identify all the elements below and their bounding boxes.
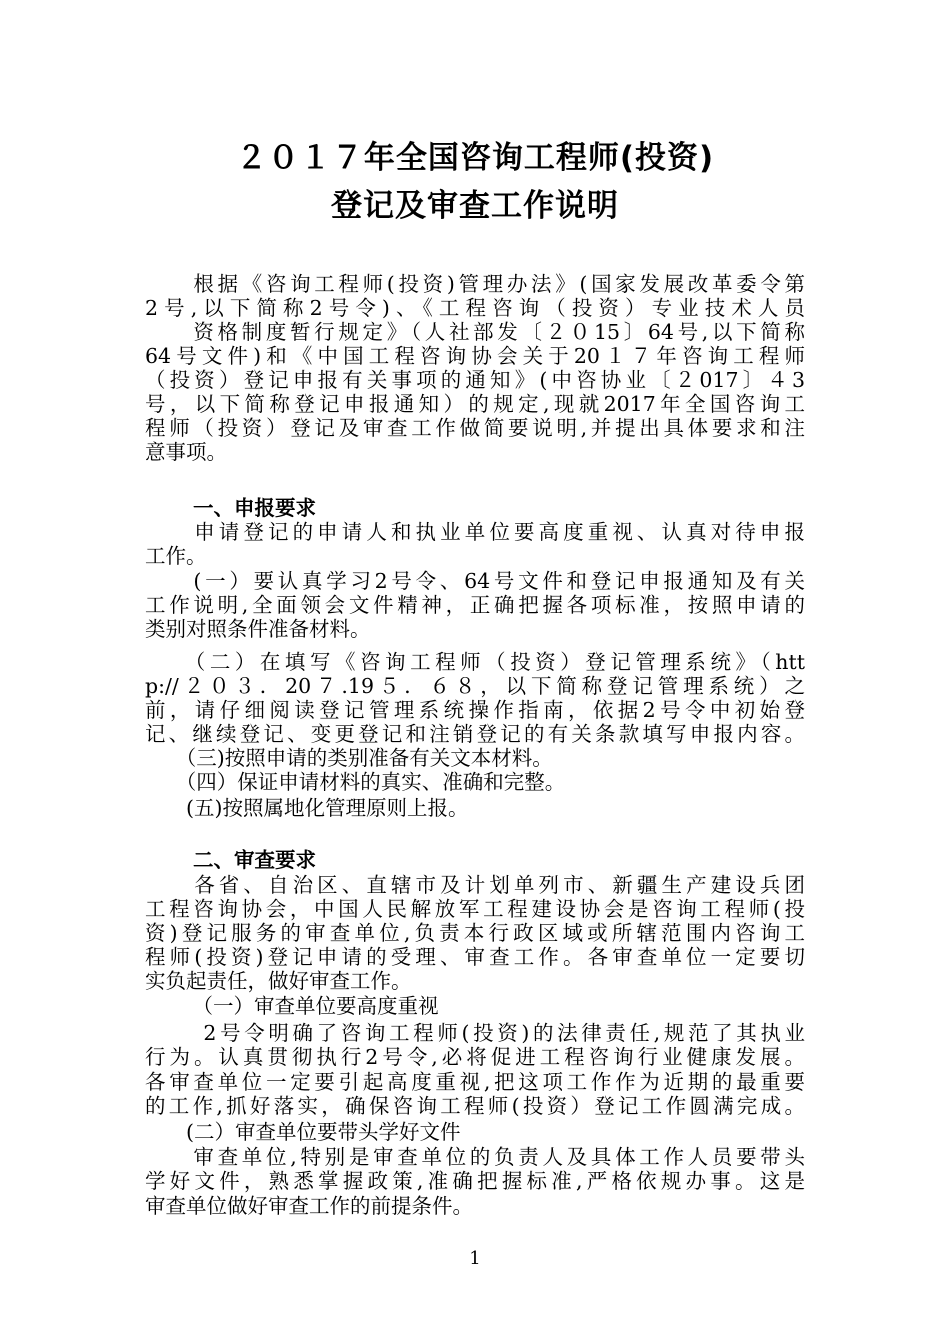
section1-line: 类别对照条件准备材料。: [145, 617, 371, 641]
section2-line: 实负起责任，做好审查工作。: [145, 969, 412, 993]
section2-line: 的工作,抓好落实，确保咨询工程师(投资）登记工作圆满完成。: [145, 1094, 805, 1118]
section1-line: p://２０３．20７.19５．６８，以下简称登记管理系统）之: [145, 674, 805, 698]
section1-line: (五)按照属地化管理原则上报。: [145, 796, 469, 820]
intro-line: 程师（投资）登记及审查工作做简要说明,并提出具体要求和注: [145, 416, 805, 440]
page-number: 1: [469, 1248, 481, 1269]
section2-line: (二）审查单位要带头学好文件: [145, 1120, 461, 1144]
section2-line: 行为。认真贯彻执行2号令,必将促进工程咨询行业健康发展。: [145, 1045, 805, 1069]
intro-line: 意事项。: [145, 440, 227, 464]
section2-line: 2号令明确了咨询工程师(投资)的法律责任,规范了其执业: [145, 1021, 805, 1045]
section2-line: 审查单位,特别是审查单位的负责人及具体工作人员要带头: [145, 1145, 805, 1169]
section1-line: 工作。: [145, 544, 207, 568]
section1-line: 记、继续登记、变更登记和注销登记的有关条款填写申报内容。: [145, 722, 805, 746]
intro-line: 2号,以下简称2号令)、《工程咨询（投资）专业技术人员: [145, 296, 805, 320]
section2-line: 工程咨询协会，中国人民解放军工程建设协会是咨询工程师(投: [145, 897, 805, 921]
document-title-line-1: ２０１７年全国咨询工程师(投资): [235, 140, 715, 176]
section1-line: 申请登记的申请人和执业单位要高度重视、认真对待申报: [145, 520, 805, 544]
document-title-line-2: 登记及审查工作说明: [331, 188, 619, 224]
section1-line: 工作说明,全面领会文件精神，正确把握各项标准，按照申请的: [145, 593, 805, 617]
intro-line: 号，以下简称登记申报通知）的规定,现就2017年全国咨询工: [145, 392, 805, 416]
section2-line: 程师(投资)登记申请的受理、审查工作。各审查单位一定要切: [145, 945, 805, 969]
section1-line: 前，请仔细阅读登记管理系统操作指南，依据2号令中初始登: [145, 698, 805, 722]
section2-line: 各省、自治区、直辖市及计划单列市、新疆生产建设兵团: [145, 873, 805, 897]
intro-line: （投资）登记申报有关事项的通知》(中咨协业〔２017〕４3: [145, 368, 805, 392]
section1-line: (一）要认真学习2号令、64号文件和登记申报通知及有关: [145, 569, 805, 593]
section2-line: 资)登记服务的审查单位,负责本行政区域或所辖范围内咨询工: [145, 921, 805, 945]
section1-line: （二）在填写《咨询工程师（投资）登记管理系统》（htt: [145, 650, 805, 674]
section-heading-application: 一、申报要求: [193, 496, 316, 520]
section2-line: 学好文件，熟悉掌握政策,准确把握标准,严格依规办事。这是: [145, 1169, 805, 1193]
intro-line: 64号文件)和《中国工程咨询协会关于20１７年咨询工程师: [145, 344, 805, 368]
section1-line: （四）保证申请材料的真实、准确和完整。: [145, 770, 566, 794]
section1-line: （三)按照申请的类别准备有关文本材料。: [145, 746, 553, 770]
section2-line: 审查单位做好审查工作的前提条件。: [145, 1194, 473, 1218]
section2-line: 各审查单位一定要引起高度重视,把这项工作作为近期的最重要: [145, 1070, 805, 1094]
intro-line: 根据《咨询工程师(投资)管理办法》(国家发展改革委令第: [145, 272, 805, 296]
intro-line: 资格制度暂行规定》（人社部发〔２０15〕64号,以下简称: [145, 320, 805, 344]
section-heading-review: 二、审查要求: [193, 848, 316, 872]
section2-line: （一）审查单位要高度重视: [145, 994, 439, 1018]
